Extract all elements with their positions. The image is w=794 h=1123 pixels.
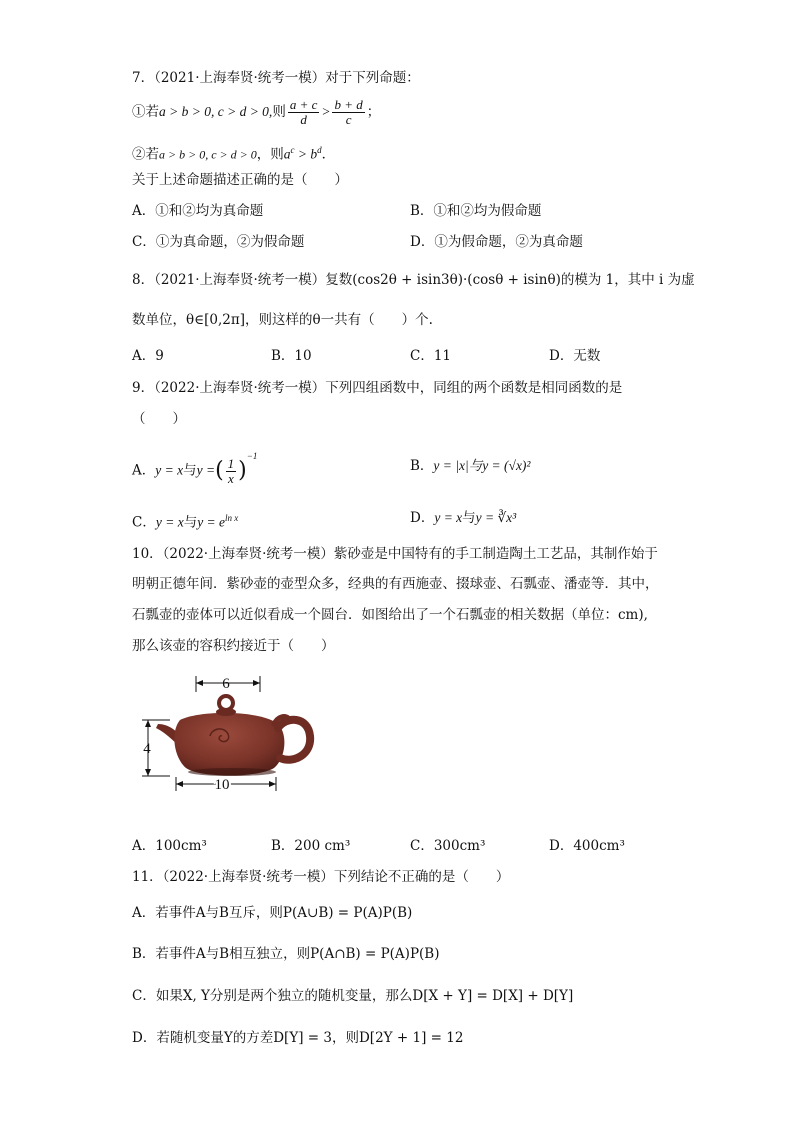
q9-opt-a-mid: 与 [183,462,197,479]
q9-opt-c-mid: 与 [183,514,198,531]
q10-option-d[interactable]: D．400cm³ [549,838,625,854]
q10-line-3: 石瓢壶的壶体可以近似看成一个圆台．如图给出了一个石瓢壶的相关数据（单位：cm), [132,607,648,623]
q10-option-a[interactable]: A．100cm³ [132,838,207,854]
q10-option-b[interactable]: B．200 cm³ [271,838,351,854]
q7-p2-then: ，则 [256,146,284,163]
q11-line-1: 11．（2022·上海奉贤·统考一模）下列结论不正确的是（ ） [132,869,510,885]
q7-p2-end: ． [321,146,336,163]
q9-opt-a-frac [226,457,237,486]
q9-opt-a-frac-num: 1 [227,455,235,471]
teapot-body [174,713,284,776]
q7-p1-then: 则 [272,104,286,120]
q7-p1-gt: > [321,104,331,119]
q9-opt-b-math: y = |x|与y = (√x)² [433,458,531,473]
q7-option-b[interactable]: B．①和②均为假命题 [410,203,542,219]
q9-line-2: （ ） [132,411,186,427]
q11-option-d[interactable]: D．若随机变量Y的方差D[Y] = 3，则D[2Y + 1] = 12 [132,1030,464,1046]
q9-opt-a-math1: y = x [155,462,184,478]
q7-p1-frac2-den: c [345,112,352,127]
q9-opt-c-sup: ln x [225,513,239,523]
q7-proposition-1 [132,98,380,127]
dim-bottom-label: 10 [214,777,230,793]
q9-opt-c-math2: y = e [197,514,226,530]
q7-p1-prefix: ①若 [132,104,159,120]
q8-option-b[interactable]: B．10 [271,348,312,364]
teapot-figure [140,672,320,798]
q7-p2-gt: > b [294,146,318,162]
q11-option-a[interactable]: A．若事件A与B互斥，则P(A∪B) = P(A)P(B) [132,905,413,921]
q9-opt-c-label: C． [132,514,156,531]
q9-opt-d-label: D． [410,510,435,526]
q9-opt-d-math2: y = ∛x³ [475,510,517,525]
q9-opt-a-sup: −1 [246,451,258,461]
q7-p1-frac1-den: d [300,112,307,127]
q7-p2-sup: c [290,145,295,155]
q7-stem: 关于上述命题描述正确的是（ ） [132,172,348,188]
q7-proposition-2 [132,140,335,165]
q10-line-2: 明朝正德年间．紫砂壶的壶型众多，经典的有西施壶、掇球壶、石瓢壶、潘壶等．其中， [132,576,659,592]
q7-p1-end: ； [366,104,381,120]
q8-option-a[interactable]: A．9 [132,348,164,364]
q9-option-c[interactable] [132,508,238,533]
q10-option-c[interactable]: C．300cm³ [410,838,486,854]
q9-opt-a-math2: y = [196,462,216,478]
q9-opt-d-mid: 与 [462,510,476,526]
dim-top-label: 6 [222,676,230,692]
q9-opt-a-label: A． [132,462,156,479]
q7-title: 7．（2021·上海奉贤·统考一模）对于下列命题： [132,70,420,86]
q11-option-c[interactable]: C．如果X, Y分别是两个独立的随机变量，那么D[X + Y] = D[X] + D[Y] [132,988,574,1004]
q9-opt-d-math1: y = x [434,510,463,525]
q7-p2-cond: a > b > 0, c > d > 0 [159,147,257,162]
q7-option-a[interactable]: A．①和②均为真命题 [132,203,264,219]
q9-line-1: 9．（2022·上海奉贤·统考一模）下列四组函数中，同组的两个函数是相同函数的是 [132,380,623,396]
q8-line-1: 8．（2021·上海奉贤·统考一模）复数(cos2θ + isin3θ)·(cosθ + isinθ)的模为 1，其中 i 为虚 [132,272,695,288]
q8-option-c[interactable]: C．11 [410,348,452,364]
q7-option-d[interactable]: D．①为假命题，②为真命题 [410,234,583,250]
q7-p1-cond: a > b > 0, c > d > 0, [159,104,273,119]
q7-p1-frac2 [332,98,364,127]
q9-option-b[interactable] [410,456,530,476]
dim-left-label: 4 [143,741,151,757]
q10-line-4: 那么该壶的容积约接近于（ ） [132,638,335,654]
q10-line-1: 10．（2022·上海奉贤·统考一模）紫砂壶是中国特有的手工制造陶土工艺品，其制作始于 [132,546,658,562]
q9-option-a[interactable]: A．y = x与y =( $\frac{1}{x}$ )$^{-1}$ [132,451,258,486]
q9-option-d[interactable] [410,508,516,528]
q7-p2-sup2: d [317,145,322,155]
q7-p2-result: a [283,146,291,162]
q7-p2-prefix: ②若 [132,146,159,163]
q7-option-c[interactable]: C．①为真命题，②为假命题 [132,234,305,250]
q8-line-2: 数单位，θ∈[0,2π]，则这样的θ一共有（ ）个. [132,312,433,328]
q9-opt-b-label: B． [410,458,434,474]
q8-option-d[interactable]: D．无数 [549,348,601,364]
teapot-diagram [140,672,320,798]
q9-opt-c-math1: y = x [155,514,184,530]
q7-p1-frac2-num: b + d [334,97,363,112]
q7-p1-frac1-num: a + c [289,97,318,112]
q11-option-b[interactable]: B．若事件A与B相互独立，则P(A∩B) = P(A)P(B) [132,946,440,962]
q9-opt-a-frac-den: x [228,470,234,486]
q7-p1-frac1 [288,98,320,127]
teapot-knob [219,696,233,710]
